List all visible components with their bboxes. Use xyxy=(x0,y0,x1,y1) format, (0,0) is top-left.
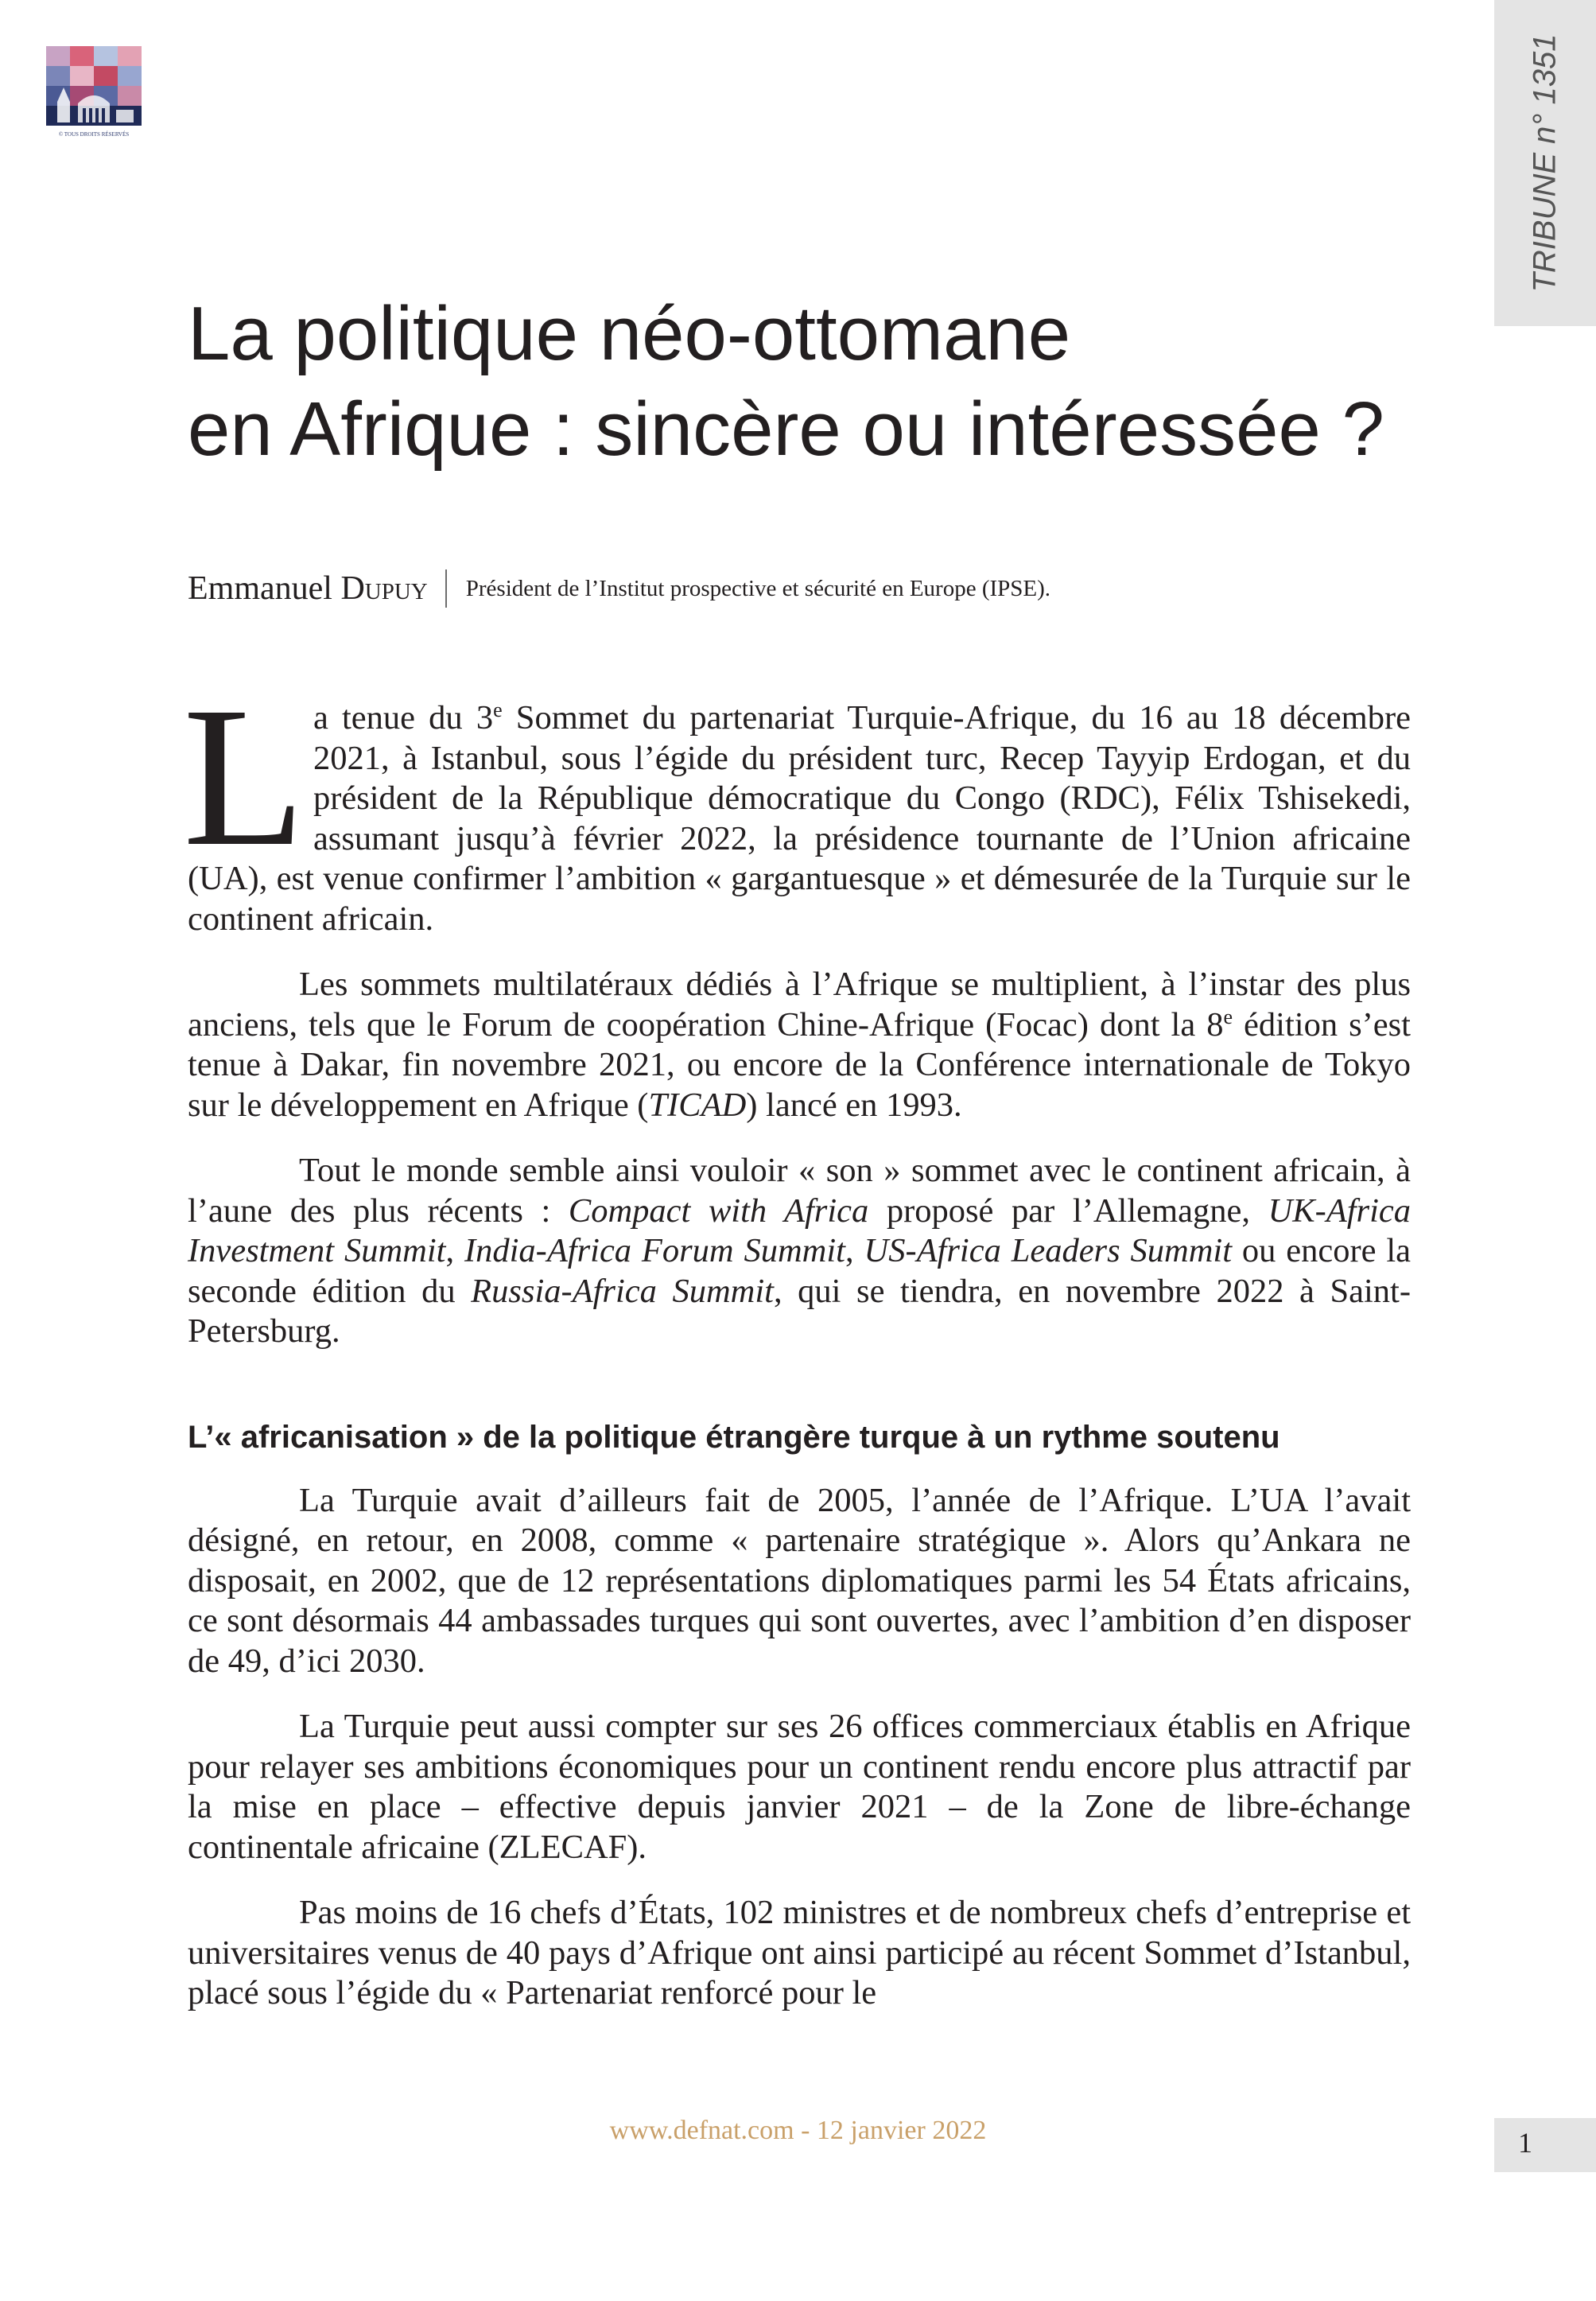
p3-em-1: Compact with Africa xyxy=(568,1191,869,1230)
author-separator xyxy=(445,569,447,608)
p2-text-a: Les sommets multilatéraux dédiés à l’Afrique se multiplient, à l’instar des plus anciens, tels que le Forum de coopération Chine-Afrique (Focac) dont la 8 xyxy=(188,966,1411,1044)
p3-text-a: Tout le monde semble ainsi vouloir « son » sommet avec le continent africain, à l’aune des plus récents : xyxy=(188,1152,1411,1230)
p3-text-d: , xyxy=(845,1232,864,1269)
p3-em-5: Russia-Africa Summit xyxy=(471,1272,774,1310)
paragraph-2 xyxy=(188,965,1411,1125)
author-role: Président de l’Institut prospective et sécurité en Europe (IPSE). xyxy=(465,575,1051,601)
page-title xyxy=(188,286,1460,477)
paragraph-6: Pas moins de 16 chefs d’États, 102 ministres et de nombreux chefs d’entreprise et universitaires venus de 40 pays d’Afrique ont ainsi participé au récent Sommet d’Istanbul, placé sous l’égide du « Partenariat renforcé pour le xyxy=(188,1894,1411,2011)
p3-em-3: India-Africa Forum Summit xyxy=(464,1232,845,1269)
author-first: Emmanuel xyxy=(188,570,332,607)
side-tab xyxy=(1494,0,1596,326)
author-line xyxy=(188,565,1050,612)
p1-text-a: a tenue du 3 xyxy=(313,699,494,737)
paragraph-5: La Turquie peut aussi compter sur ses 26 offices commerciaux établis en Afrique pour relayer ses ambitions économiques pour un continent rendu encore plus attractif par la mise en place – effective depuis janvier 2021 – de la Zone de libre-échange continentale africaine (ZLECAF). xyxy=(188,1708,1411,1866)
drop-cap: L xyxy=(183,665,305,888)
paragraph-1 xyxy=(183,665,1411,939)
tribune-label: TRIBUNE n° 1351 xyxy=(1527,33,1563,293)
section-heading: L’« africanisation » de la politique étrangère turque à un rythme soutenu xyxy=(188,1419,1280,1455)
p2-text-c: ) lancé en 1993. xyxy=(746,1086,962,1124)
p1-text-b: Sommet du partenariat Turquie-Afrique, du 16 au 18 décembre 2021, à Istanbul, sous l’égide du président turc, Recep Tayyip Erdogan, et du président de la République démocratique du Congo (RDC), Félix Tshisekedi, assumant jusqu’à février 2022, la présidence tournante de l’Union africaine (UA), est venue confirmer l’ambition « gargantuesque » et démesurée de la Turquie sur le continent africain. xyxy=(188,699,1411,938)
defnat-logo-icon xyxy=(46,46,142,140)
p2-sup: e xyxy=(1223,1005,1233,1028)
page-number-tab xyxy=(1494,2118,1596,2172)
paragraph-3 xyxy=(188,1151,1411,1352)
p3-text-f: , qui se tiendra, en novembre 2022 à Saint-Petersburg. xyxy=(188,1272,1411,1350)
article-body xyxy=(183,665,1412,2039)
author-name xyxy=(188,569,428,608)
page-number: 1 xyxy=(1518,2127,1532,2159)
p2-em: TICAD xyxy=(648,1086,747,1124)
author-last-initial: D xyxy=(340,570,365,607)
logo-caption: © TOUS DROITS RÉSERVÉS xyxy=(58,131,130,138)
p3-text-b: proposé par l’Allemagne, xyxy=(868,1191,1268,1230)
paragraph-4: La Turquie avait d’ailleurs fait de 2005, l’année de l’Afrique. L’UA l’avait désigné, en retour, en 2008, comme « partenaire stratégique ». Alors qu’Ankara ne disposait, en 2002, que de 12 représentations diplomatiques parmi les 54 États africains, ce sont désormais 44 ambassades turques qui sont ouvertes, avec l’ambition d’en disposer de 49, d’ici 2030. xyxy=(188,1481,1411,1680)
footer-url-date: www.defnat.com - 12 janvier 2022 xyxy=(609,2116,987,2145)
p2-text-b: édition s’est tenue à Dakar, fin novembre 2021, ou encore de la Conférence internationale de Tokyo sur le développement en Afrique ( xyxy=(188,1005,1411,1124)
author-last-rest: upuy xyxy=(364,570,428,607)
p3-em-4: US-Africa Leaders Summit xyxy=(864,1232,1232,1269)
p1-sup: e xyxy=(493,698,503,721)
title-line-2: en Afrique : sincère ou intéressée ? xyxy=(188,387,1384,472)
title-line-1: La politique néo-ottomane xyxy=(188,291,1071,376)
p3-em-2: UK-Africa Investment Summit xyxy=(188,1191,1411,1269)
p3-text-e: ou encore la seconde édition du xyxy=(188,1232,1412,1310)
p3-text-c: , xyxy=(445,1232,464,1269)
